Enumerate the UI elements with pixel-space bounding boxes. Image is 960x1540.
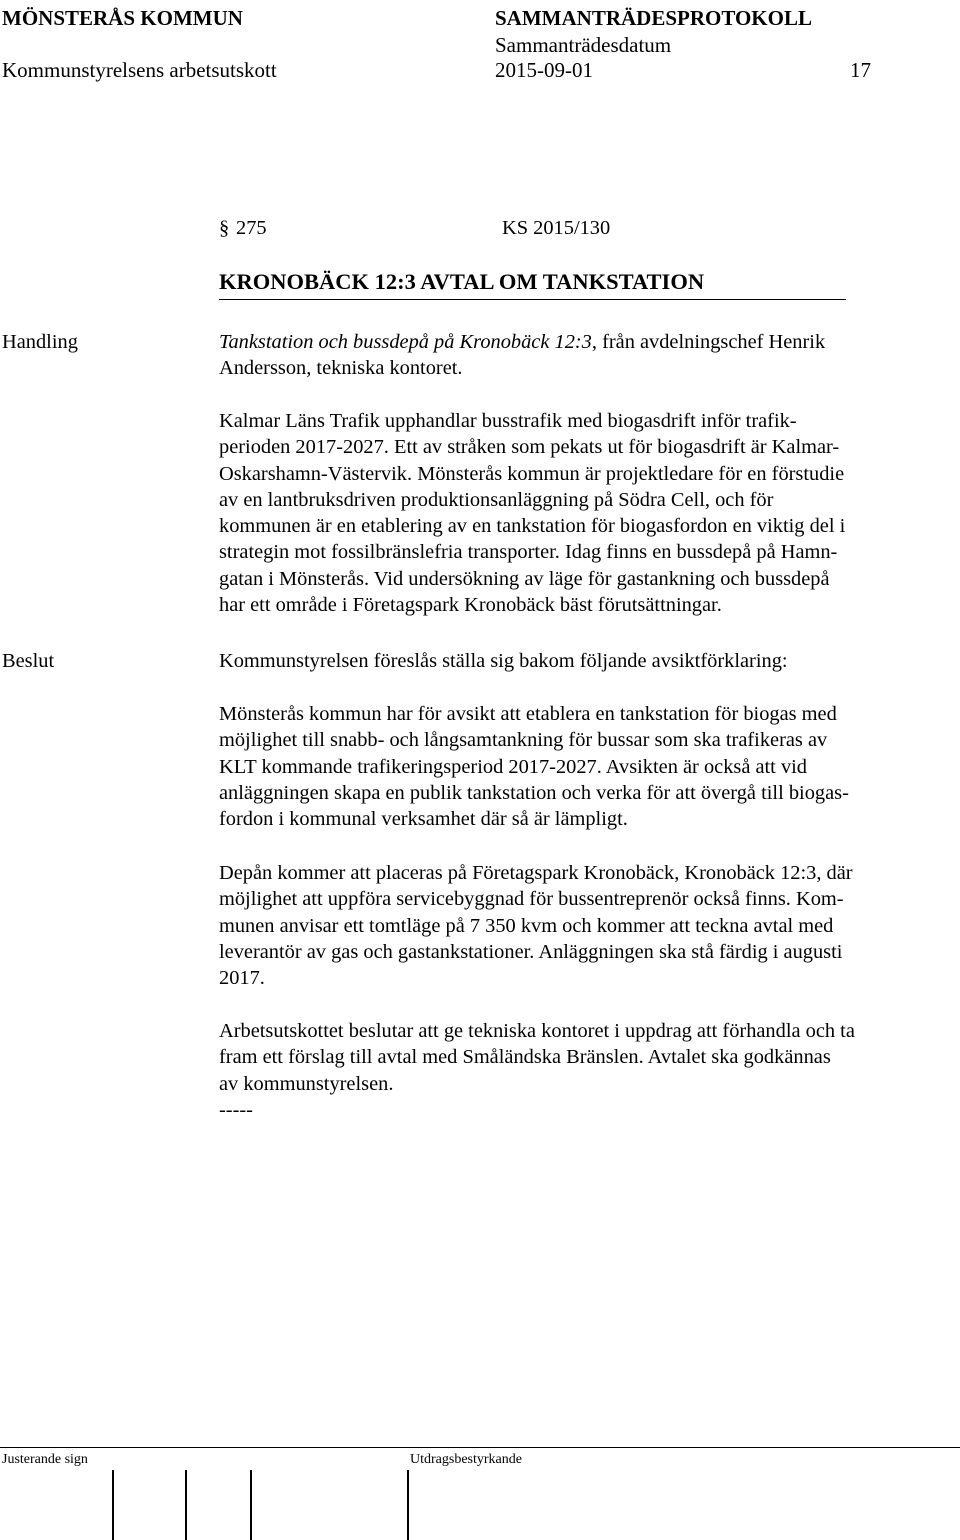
beslut-line: möjlighet att uppföra servicebyggnad för bussentreprenör också finns. Kom-: [219, 888, 844, 911]
handling-line: strategin mot fossilbränslefria transporter. Idag finns en bussdepå på Hamn-: [219, 541, 838, 564]
meeting-date-label: Sammanträdesdatum: [495, 33, 672, 57]
footer-justerande-label: Justerande sign: [2, 1452, 88, 1467]
beslut-intro: Kommunstyrelsen föreslås ställa sig bakom följande avsiktförklaring:: [219, 650, 788, 672]
footer-utdrag-label: Utdragsbestyrkande: [410, 1452, 522, 1467]
beslut-line: Mönsterås kommun har för avsikt att etablera en tankstation för biogas med: [219, 703, 837, 725]
handling-line: av en lantbruksdriven produktionsanläggning på Södra Cell, och för: [219, 488, 774, 511]
handling-reference-title: Tankstation och bussdepå på Kronobäck 12:3: [219, 331, 592, 353]
paragraph-number: 275: [236, 217, 267, 239]
handling-body: [219, 408, 845, 618]
beslut-line: KLT kommande trafikeringsperiod 2017-2027. Avsikten är också att vid: [219, 755, 808, 778]
signature-box-line: [250, 1470, 252, 1540]
beslut-line: fordon i kommunal verksamhet där så är lämpligt.: [219, 808, 628, 831]
municipality-name: MÖNSTERÅS KOMMUN: [2, 6, 243, 30]
handling-label: Handling: [2, 331, 78, 353]
signature-box-line: [112, 1470, 114, 1540]
handling-line: kommunen är en etablering av en tankstation för biogasfordon en viktig del i: [219, 515, 846, 538]
signature-box-line: [407, 1470, 409, 1540]
handling-line: har ett område i Företagspark Kronobäck bäst förutsättningar.: [219, 594, 722, 617]
handling-reference: [219, 329, 825, 382]
beslut-line: leverantör av gas och gastankstationer. Anläggningen ska stå färdig i augusti: [219, 940, 843, 963]
beslut-paragraph-1: [219, 701, 849, 832]
signature-box-line: [185, 1470, 187, 1540]
handling-reference-department: Andersson, tekniska kontoret.: [219, 357, 463, 380]
title-underline: [219, 299, 846, 300]
handling-line: Oskarshamn-Västervik. Mönsterås kommun är projektledare för en förstudie: [219, 462, 845, 485]
handling-line: gatan i Mönsterås. Vid undersökning av läge för gastankning och bussdepå: [219, 567, 830, 590]
beslut-line: anläggningen skapa en publik tankstation och verka för att övergå till biogas-: [219, 781, 849, 804]
beslut-paragraph-3: [219, 1018, 855, 1097]
beslut-line: munen anvisar ett tomtläge på 7 350 kvm och kommer att teckna avtal med: [219, 914, 834, 937]
item-title: KRONOBÄCK 12:3 AVTAL OM TANKSTATION: [219, 269, 705, 294]
page-number: 17: [850, 58, 871, 82]
handling-reference-author: , från avdelningschef Henrik: [591, 331, 826, 353]
handling-line: perioden 2017-2027. Ett av stråken som pekats ut för biogasdrift är Kalmar-: [219, 436, 840, 459]
beslut-label: Beslut: [2, 650, 55, 672]
beslut-line: av kommunstyrelsen.: [219, 1072, 394, 1095]
beslut-line: möjlighet till snabb- och långsamtankning för bussar som ska trafikeras av: [219, 729, 828, 752]
committee-name: Kommunstyrelsens arbetsutskott: [2, 58, 277, 82]
section-sign-icon: §: [219, 217, 230, 239]
handling-line: Kalmar Läns Trafik upphandlar busstrafik med biogasdrift inför trafik-: [219, 410, 797, 432]
document-type: SAMMANTRÄDESPROTOKOLL: [495, 6, 812, 30]
end-mark: -----: [219, 1099, 253, 1121]
case-number: KS 2015/130: [502, 217, 611, 239]
beslut-line: Depån kommer att placeras på Företagspark Kronobäck, Kronobäck 12:3, där: [219, 862, 853, 884]
footer-rule: [0, 1447, 960, 1448]
beslut-line: fram ett förslag till avtal med Småländska Bränslen. Avtalet ska godkännas: [219, 1046, 831, 1069]
beslut-line: 2017.: [219, 967, 265, 990]
beslut-paragraph-2: [219, 860, 853, 991]
beslut-line: Arbetsutskottet beslutar att ge tekniska kontoret i uppdrag att förhandla och ta: [219, 1020, 855, 1042]
meeting-date: 2015-09-01: [495, 58, 593, 82]
